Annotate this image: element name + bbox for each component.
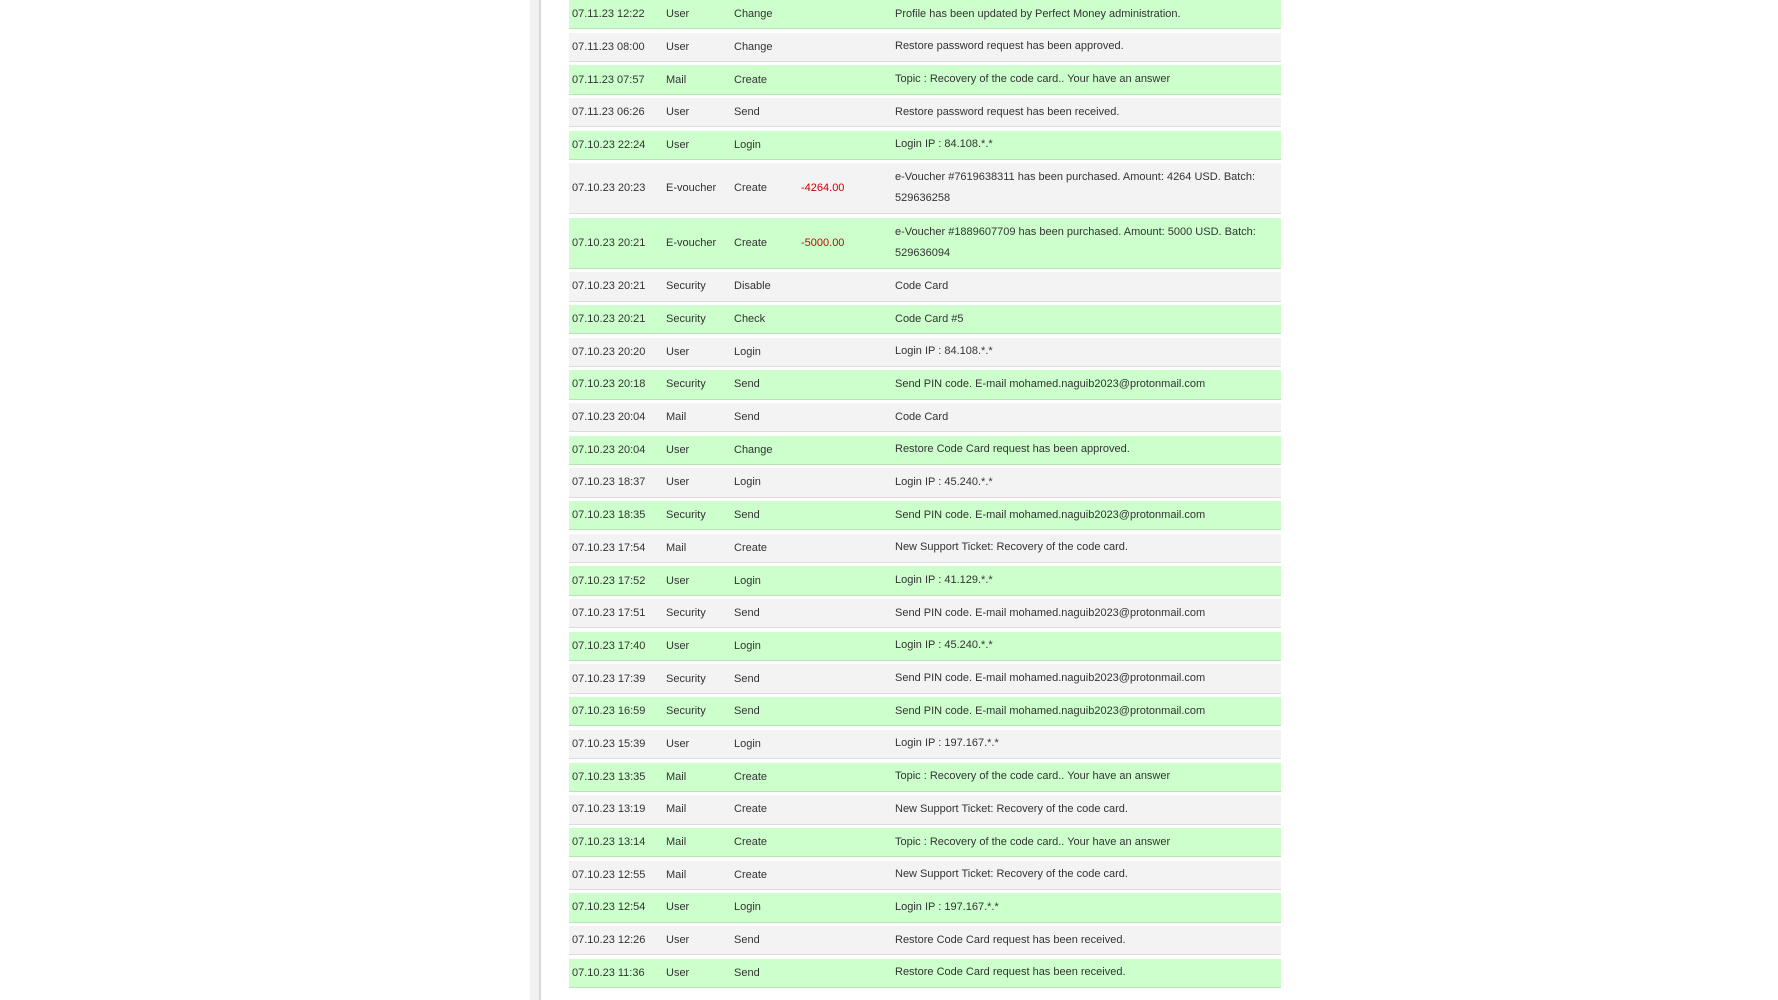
type-cell: User [666,8,690,21]
table-row [569,370,1281,399]
action-cell: Login [734,901,761,914]
table-row [569,828,1281,857]
action-cell: Send [734,106,760,119]
type-cell: User [666,40,690,53]
action-cell: Check [734,313,766,326]
table-row [569,163,1281,214]
action-cell: Create [734,770,768,783]
table-row [569,33,1281,62]
type-cell: Mail [666,73,687,86]
type-cell: Mail [666,541,687,554]
date-cell: 07.11.23 06:26 [572,106,645,119]
type-cell: E-voucher [666,182,717,195]
table-row [569,436,1281,465]
table-row [569,926,1281,955]
table-row [569,664,1281,693]
date-cell: 07.10.23 20:23 [572,182,646,195]
table-row [569,795,1281,824]
date-cell: 07.11.23 08:00 [572,40,645,53]
date-cell: 07.10.23 20:21 [572,313,646,326]
description-cell: e-Voucher #1889607709 has been purchased. Amount: 5000 USD. Batch: 529636094 [895,225,1256,259]
action-cell: Create [734,182,768,195]
date-cell: 07.10.23 20:18 [572,378,646,391]
description-cell: Code Card [895,410,949,423]
description-cell: Login IP : 197.167.*.* [895,900,999,913]
date-cell: 07.11.23 12:22 [572,8,645,21]
description-cell: New Support Ticket: Recovery of the code card. [895,802,1128,815]
date-cell: 07.10.23 16:59 [572,705,646,718]
date-cell: 07.10.23 13:35 [572,770,646,783]
description-cell: Topic : Recovery of the code card.. Your have an answer [895,770,1171,783]
type-cell: User [666,138,690,151]
description-cell: Send PIN code. E-mail mohamed.naguib2023@protonmail.com [895,704,1206,717]
date-cell: 07.10.23 13:19 [572,803,646,816]
type-cell: E-voucher [666,236,717,249]
table-row [569,98,1281,127]
type-cell: Security [666,705,706,718]
table-row [569,730,1281,759]
date-cell: 07.10.23 18:37 [572,476,646,489]
action-cell: Create [734,868,768,881]
table-row [569,599,1281,628]
description-cell: Send PIN code. E-mail mohamed.naguib2023@protonmail.com [895,672,1206,685]
action-cell: Create [734,541,768,554]
description-cell: Code Card [895,279,949,292]
description-cell: Topic : Recovery of the code card.. Your have an answer [895,835,1171,848]
action-cell: Login [734,639,761,652]
type-cell: User [666,574,690,587]
action-cell: Change [734,443,773,456]
table-row [569,959,1281,988]
description-cell: Topic : Recovery of the code card.. Your have an answer [895,73,1171,86]
type-cell: Mail [666,770,687,783]
date-cell: 07.10.23 17:51 [572,607,646,620]
action-cell: Send [734,411,760,424]
date-cell: 07.11.23 07:57 [572,73,645,86]
table-row [569,468,1281,497]
type-cell: Mail [666,803,687,816]
table-row [569,338,1281,367]
type-cell: Security [666,509,706,522]
date-cell: 07.10.23 20:04 [572,443,646,456]
history-table [569,0,1281,991]
table-row [569,0,1281,29]
description-cell: New Support Ticket: Recovery of the code card. [895,541,1128,554]
action-cell: Send [734,509,760,522]
date-cell: 07.10.23 20:21 [572,236,646,249]
type-cell: User [666,737,690,750]
description-cell: Restore password request has been approved. [895,40,1124,53]
action-cell: Send [734,378,760,391]
left-blank-panel [0,0,530,1000]
date-cell: 07.10.23 17:54 [572,541,646,554]
action-cell: Send [734,607,760,620]
date-cell: 07.10.23 20:21 [572,280,646,293]
description-cell: Login IP : 45.240.*.* [895,639,993,652]
type-cell: User [666,639,690,652]
action-cell: Login [734,138,761,151]
action-cell: Change [734,40,773,53]
type-cell: Mail [666,411,687,424]
type-cell: Mail [666,836,687,849]
description-cell: Login IP : 41.129.*.* [895,574,993,587]
action-cell: Send [734,672,760,685]
description-cell: Login IP : 84.108.*.* [895,138,993,151]
date-cell: 07.10.23 17:39 [572,672,646,685]
description-cell: Login IP : 197.167.*.* [895,737,999,750]
date-cell: 07.10.23 20:20 [572,345,646,358]
description-cell: Restore password request has been received. [895,105,1120,118]
date-cell: 07.10.23 12:55 [572,868,646,881]
action-cell: Disable [734,280,771,293]
action-cell: Create [734,836,768,849]
content-left-border [530,0,542,1000]
table-row [569,566,1281,595]
table-row [569,272,1281,301]
table-row [569,697,1281,726]
action-cell: Change [734,8,773,21]
action-cell: Create [734,803,768,816]
type-cell: Security [666,280,706,293]
amount-cell: -4264.00 [801,182,845,195]
description-cell: Send PIN code. E-mail mohamed.naguib2023@protonmail.com [895,508,1206,521]
description-cell: Send PIN code. E-mail mohamed.naguib2023@protonmail.com [895,606,1206,619]
action-cell: Login [734,345,761,358]
action-cell: Create [734,236,768,249]
description-cell: Login IP : 45.240.*.* [895,475,993,488]
type-cell: User [666,966,690,979]
description-cell: Send PIN code. E-mail mohamed.naguib2023@protonmail.com [895,377,1206,390]
date-cell: 07.10.23 17:52 [572,574,646,587]
date-cell: 07.10.23 11:36 [572,966,645,979]
description-cell: Code Card #5 [895,312,964,325]
table-row [569,65,1281,94]
table-row [569,501,1281,530]
type-cell: User [666,476,690,489]
description-cell: Profile has been updated by Perfect Money administration. [895,7,1181,20]
description-cell: e-Voucher #7619638311 has been purchased. Amount: 4264 USD. Batch: 529636258 [895,171,1255,205]
table-row [569,893,1281,922]
date-cell: 07.10.23 13:14 [572,836,646,849]
type-cell: User [666,443,690,456]
date-cell: 07.10.23 17:40 [572,639,646,652]
date-cell: 07.10.23 18:35 [572,509,646,522]
type-cell: Security [666,672,706,685]
action-cell: Create [734,73,768,86]
type-cell: Mail [666,868,687,881]
table-row [569,305,1281,334]
date-cell: 07.10.23 12:54 [572,901,646,914]
date-cell: 07.10.23 22:24 [572,138,646,151]
date-cell: 07.10.23 12:26 [572,934,646,947]
amount-cell: -5000.00 [801,236,845,249]
description-cell: Login IP : 84.108.*.* [895,345,993,358]
table-row [569,763,1281,792]
action-cell: Login [734,737,761,750]
table-row [569,131,1281,160]
type-cell: Security [666,313,706,326]
type-cell: User [666,901,690,914]
table-row [569,861,1281,890]
description-cell: New Support Ticket: Recovery of the code card. [895,868,1128,881]
action-cell: Send [734,966,760,979]
description-cell: Restore Code Card request has been approved. [895,443,1130,456]
date-cell: 07.10.23 15:39 [572,737,646,750]
action-cell: Send [734,934,760,947]
type-cell: User [666,934,690,947]
action-cell: Login [734,476,761,489]
action-cell: Login [734,574,761,587]
table-row [569,403,1281,432]
description-cell: Restore Code Card request has been received. [895,966,1126,979]
table-row [569,218,1281,269]
table-row [569,534,1281,563]
type-cell: User [666,345,690,358]
action-cell: Send [734,705,760,718]
type-cell: User [666,106,690,119]
description-cell: Restore Code Card request has been received. [895,933,1126,946]
type-cell: Security [666,607,706,620]
date-cell: 07.10.23 20:04 [572,411,646,424]
type-cell: Security [666,378,706,391]
table-row [569,632,1281,661]
